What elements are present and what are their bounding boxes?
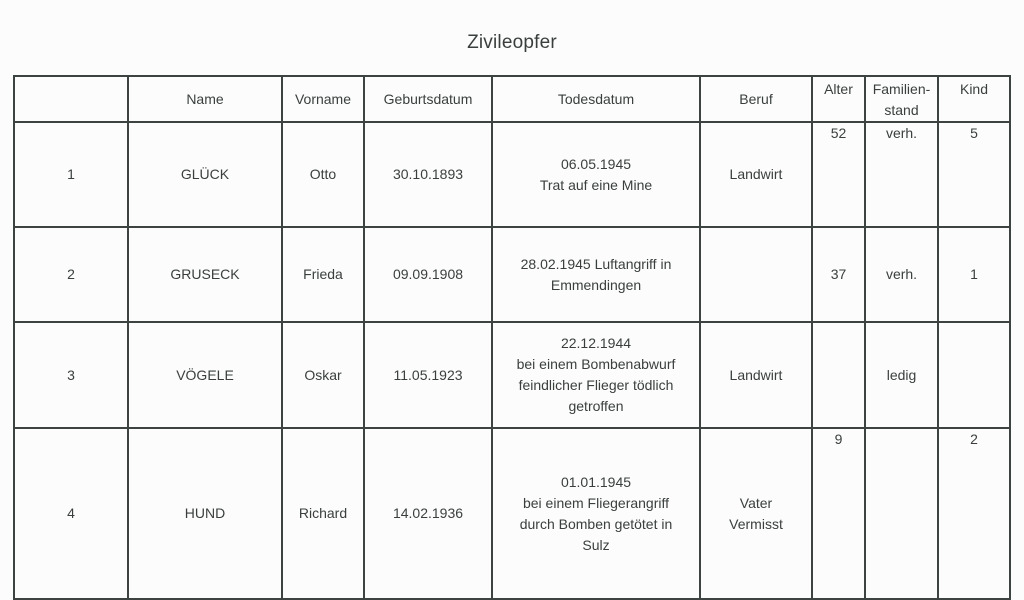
cell-todesdatum xyxy=(492,122,700,227)
cell-geburtsdatum: 14.02.1936 xyxy=(364,428,492,599)
cell-alter: 37 xyxy=(812,227,865,322)
cell-nr: 1 xyxy=(14,122,128,227)
cell-kind: 2 xyxy=(938,428,1010,599)
cell-alter xyxy=(812,322,865,428)
header-familienstand-line-2: stand xyxy=(884,102,919,118)
header-vorname: Vorname xyxy=(282,76,364,122)
cell-alter: 52 xyxy=(812,122,865,227)
cell-familienstand: ledig xyxy=(865,322,938,428)
todesdatum-line: Sulz xyxy=(582,536,610,553)
todesdatum-line: 01.01.1945 xyxy=(560,473,632,490)
header-geburtsdatum: Geburtsdatum xyxy=(364,76,492,122)
todesdatum-line: durch Bomben getötet in xyxy=(519,515,673,532)
cell-kind: 5 xyxy=(938,122,1010,227)
table-row xyxy=(14,428,1010,599)
cell-alter: 9 xyxy=(812,428,865,599)
table-row xyxy=(14,122,1010,227)
cell-todesdatum xyxy=(492,322,700,428)
cell-beruf: Landwirt xyxy=(700,122,812,227)
todesdatum-line: getroffen xyxy=(568,398,624,414)
header-kind: Kind xyxy=(938,76,1010,122)
beruf-line: Vater xyxy=(739,494,773,511)
todesdatum-line: bei einem Bombenabwurf xyxy=(516,356,676,372)
cell-familienstand: verh. xyxy=(865,122,938,227)
cell-vorname: Otto xyxy=(282,122,364,227)
cell-beruf xyxy=(700,428,812,599)
cell-name: GRUSECK xyxy=(128,227,282,322)
cell-nr: 3 xyxy=(14,322,128,428)
todesdatum-line: 22.12.1944 xyxy=(560,335,632,351)
todesdatum-line: feindlicher Flieger tödlich xyxy=(518,377,674,393)
cell-beruf: Landwirt xyxy=(700,322,812,428)
todesdatum-line: bei einem Fliegerangriff xyxy=(522,494,670,511)
header-name: Name xyxy=(128,76,282,122)
cell-geburtsdatum: 11.05.1923 xyxy=(364,322,492,428)
document-title: Zivileopfer xyxy=(467,32,557,53)
cell-nr: 2 xyxy=(14,227,128,322)
cell-todesdatum xyxy=(492,227,700,322)
header-todesdatum: Todesdatum xyxy=(492,76,700,122)
cell-vorname: Richard xyxy=(282,428,364,599)
cell-name: HUND xyxy=(128,428,282,599)
table-row xyxy=(14,322,1010,428)
cell-vorname: Oskar xyxy=(282,322,364,428)
table-header-row xyxy=(14,76,1010,122)
cell-beruf xyxy=(700,227,812,322)
header-familienstand xyxy=(865,76,938,122)
cell-nr: 4 xyxy=(14,428,128,599)
todesdatum-line: 06.05.1945 xyxy=(560,155,632,172)
cell-name: GLÜCK xyxy=(128,122,282,227)
cell-todesdatum xyxy=(492,428,700,599)
header-nr xyxy=(14,76,128,122)
cell-geburtsdatum: 30.10.1893 xyxy=(364,122,492,227)
todesdatum-line: Trat auf eine Mine xyxy=(539,176,653,193)
beruf-line: Vermisst xyxy=(729,515,783,532)
cell-kind xyxy=(938,322,1010,428)
cell-vorname: Frieda xyxy=(282,227,364,322)
cell-familienstand xyxy=(865,428,938,599)
cell-familienstand: verh. xyxy=(865,227,938,322)
header-beruf: Beruf xyxy=(700,76,812,122)
civilian-victims-table xyxy=(13,75,1011,600)
cell-name: VÖGELE xyxy=(128,322,282,428)
header-familienstand-line-1: Familien- xyxy=(872,81,931,97)
cell-geburtsdatum: 09.09.1908 xyxy=(364,227,492,322)
todesdatum-line: 28.02.1945 Luftangriff in xyxy=(520,255,672,272)
header-alter: Alter xyxy=(812,76,865,122)
cell-kind: 1 xyxy=(938,227,1010,322)
todesdatum-line: Emmendingen xyxy=(550,276,642,293)
table-row xyxy=(14,227,1010,322)
